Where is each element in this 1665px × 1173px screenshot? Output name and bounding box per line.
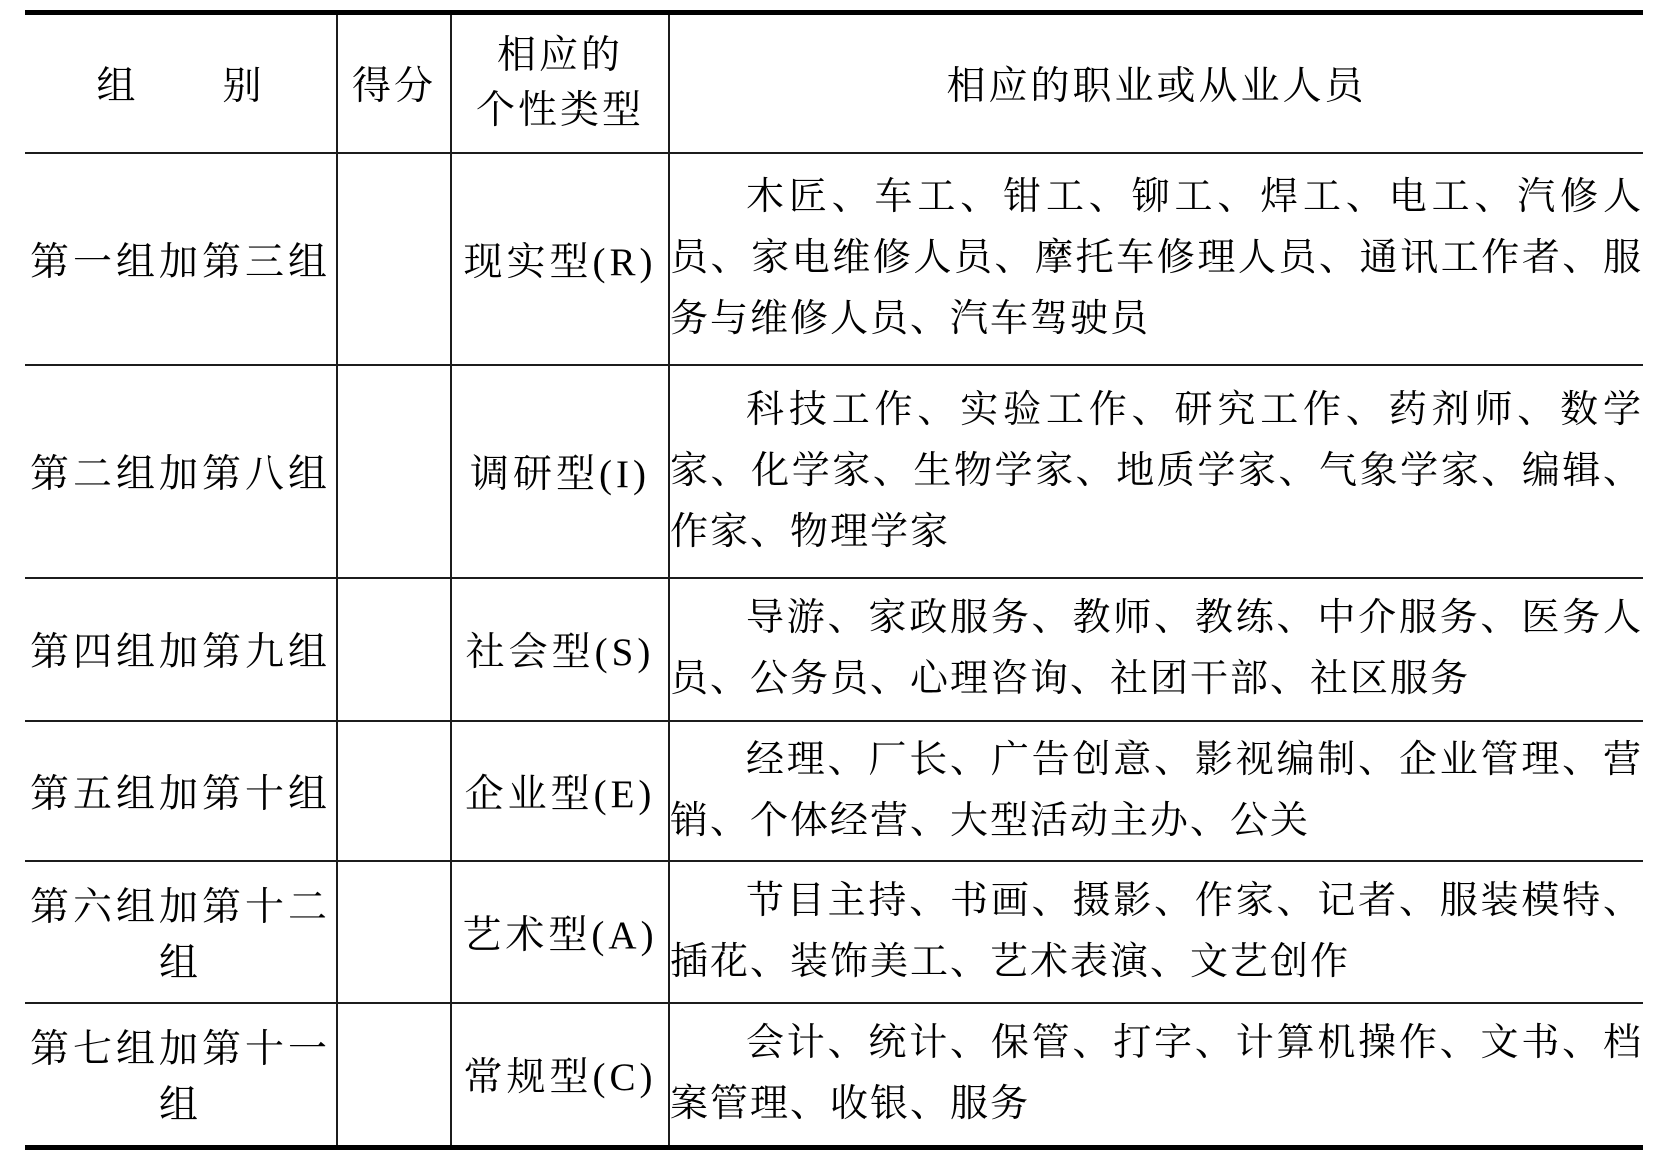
score-cell (337, 578, 451, 721)
header-cell-occupation: 相应的职业或从业人员 (669, 13, 1643, 153)
table-header-row (25, 13, 1643, 153)
header-cell-type (451, 13, 669, 153)
group-cell: 第二组加第八组 (25, 365, 337, 578)
occupations-cell (669, 721, 1643, 861)
occupations-text: 经理、厂长、广告创意、影视编制、企业管理、营销、个体经营、大型活动主办、公关 (670, 738, 1643, 842)
table-row (25, 721, 1643, 861)
occupations-cell (669, 365, 1643, 578)
header-cell-group: 组 别 (25, 13, 337, 153)
type-cell: 艺术型(A) (451, 861, 669, 1003)
score-cell (337, 365, 451, 578)
occupations-text: 节目主持、书画、摄影、作家、记者、服装模特、插花、装饰美工、艺术表演、文艺创作 (670, 879, 1643, 983)
header-type-line1: 相应的 (496, 34, 623, 78)
group-cell: 第六组加第十二组 (25, 861, 337, 1003)
group-cell: 第一组加第三组 (25, 153, 337, 365)
occupations-cell (669, 861, 1643, 1003)
group-cell: 第四组加第九组 (25, 578, 337, 721)
table-row (25, 578, 1643, 721)
group-cell: 第五组加第十组 (25, 721, 337, 861)
occupations-cell (669, 1003, 1643, 1148)
type-cell: 社会型(S) (451, 578, 669, 721)
group-cell: 第七组加第十一组 (25, 1003, 337, 1148)
type-cell: 企业型(E) (451, 721, 669, 861)
personality-type-score-table (25, 10, 1643, 1150)
occupations-text: 科技工作、实验工作、研究工作、药剂师、数学家、化学家、生物学家、地质学家、气象学家、编辑、作家、物理学家 (670, 388, 1643, 553)
type-cell: 现实型(R) (451, 153, 669, 365)
header-type-line2: 个性类型 (475, 89, 644, 133)
table-row (25, 365, 1643, 578)
table-row (25, 861, 1643, 1003)
score-cell (337, 1003, 451, 1148)
score-cell (337, 153, 451, 365)
occupations-text: 会计、统计、保管、打字、计算机操作、文书、档案管理、收银、服务 (670, 1022, 1643, 1126)
type-cell: 常规型(C) (451, 1003, 669, 1148)
score-cell (337, 721, 451, 861)
table-row (25, 1003, 1643, 1148)
header-cell-score: 得分 (337, 13, 451, 153)
type-cell: 调研型(I) (451, 365, 669, 578)
occupations-text: 导游、家政服务、教师、教练、中介服务、医务人员、公务员、心理咨询、社团干部、社区服务 (670, 597, 1643, 700)
score-cell (337, 861, 451, 1003)
occupations-cell (669, 578, 1643, 721)
occupations-cell (669, 153, 1643, 365)
table-row (25, 153, 1643, 365)
occupations-text: 木匠、车工、钳工、铆工、焊工、电工、汽修人员、家电维修人员、摩托车修理人员、通讯工作者、服务与维修人员、汽车驾驶员 (670, 176, 1643, 340)
